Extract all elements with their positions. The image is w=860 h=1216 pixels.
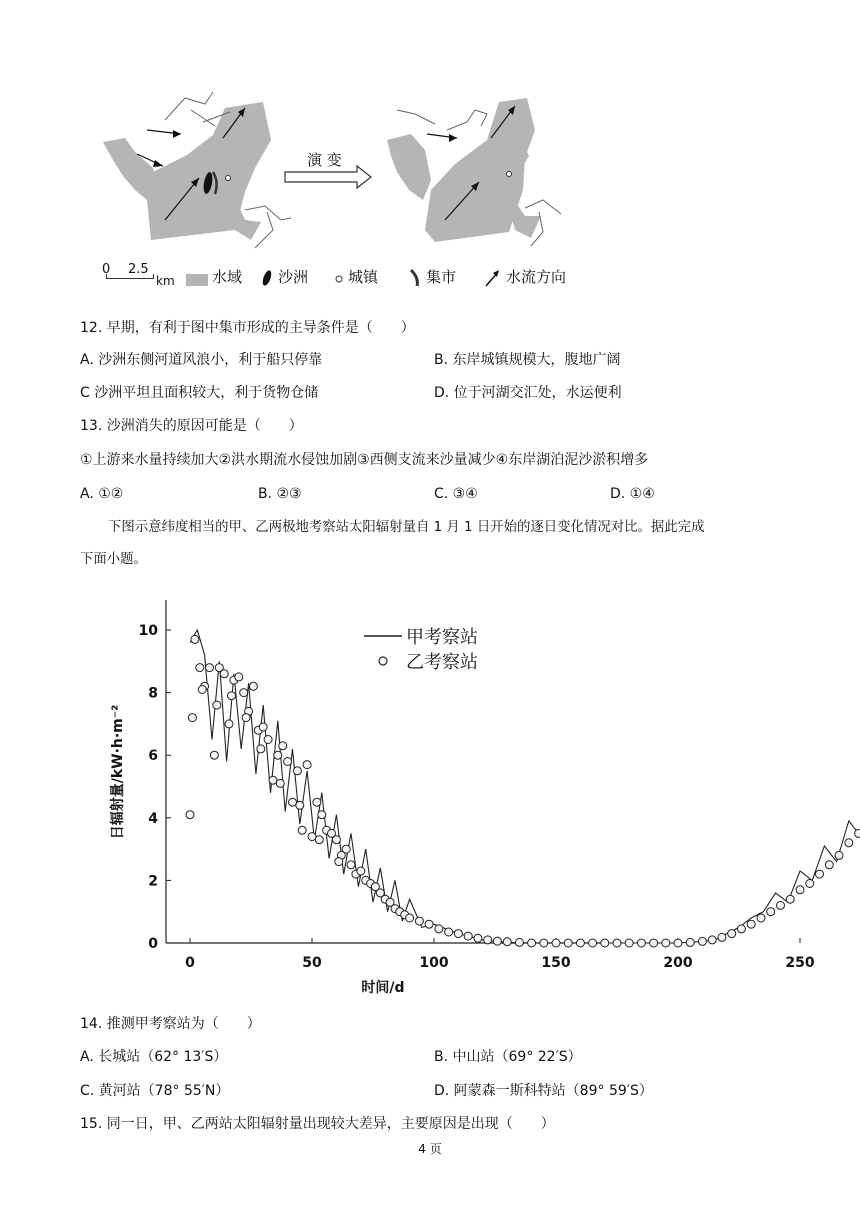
x-tick-label: 150 (541, 955, 571, 971)
series-yi-point (235, 673, 243, 681)
series-yi-point (777, 901, 785, 909)
scale-zero: 0 (102, 262, 111, 277)
q13-stem: 13. 沙洲消失的原因可能是（ ） (80, 418, 303, 434)
series-yi-point (484, 936, 492, 944)
series-yi-point (464, 932, 472, 940)
series-yi-point (196, 664, 204, 672)
y-tick-label: 0 (148, 936, 158, 952)
scale-unit: km (156, 274, 175, 288)
series-yi-point (718, 933, 726, 941)
series-yi-point (454, 930, 462, 938)
series-yi-point (188, 714, 196, 722)
series-yi-point (747, 920, 755, 928)
series-yi-point (335, 858, 343, 866)
intro-line-1: 下图示意纬度相当的甲、乙两极地考察站太阳辐射量自 1 月 1 日开始的逐日变化情况对比。据此完成 (108, 520, 705, 535)
page-number: 4 页 (418, 1142, 442, 1156)
legend-town: 城镇 (348, 268, 379, 286)
series-yi-point (515, 938, 523, 946)
series-yi-point (213, 701, 221, 709)
y-tick-label: 10 (138, 623, 158, 639)
q14-stem: 14. 推测甲考察站为（ ） (80, 1016, 261, 1032)
series-yi-point (186, 811, 194, 819)
series-yi-point (728, 930, 736, 938)
q14-option-d[interactable]: D. 阿蒙森一斯科特站（89° 59′S） (434, 1083, 653, 1099)
series-yi-point (613, 939, 621, 947)
flow-arrowhead-3 (173, 130, 181, 138)
series-yi-point (503, 938, 511, 946)
series-jia-line (190, 630, 860, 943)
map-legend (98, 262, 618, 292)
series-yi-point (806, 880, 814, 888)
series-yi-point (686, 938, 694, 946)
series-yi-point (296, 801, 304, 809)
q13-option-a[interactable]: A. ①② (80, 486, 124, 502)
series-yi-point (552, 939, 560, 947)
series-yi-point (357, 867, 365, 875)
legend-jia: 甲考察站 (406, 627, 478, 648)
legend-water: 水域 (212, 268, 243, 286)
q14-option-a[interactable]: A. 长城站（62° 13′S） (80, 1049, 228, 1065)
series-yi-point (332, 836, 340, 844)
radiation-chart (100, 590, 815, 1010)
q14-option-b[interactable]: B. 中山站（69° 22′S） (434, 1049, 582, 1065)
y-tick-label: 4 (148, 810, 158, 827)
series-yi-point (540, 939, 548, 947)
legend-yi: 乙考察站 (406, 652, 478, 673)
series-yi-point (228, 692, 236, 700)
series-yi-point (796, 886, 804, 894)
series-yi-point (191, 635, 199, 643)
series-yi-point (493, 937, 501, 945)
series-yi-point (242, 714, 250, 722)
series-yi-point (298, 826, 306, 834)
series-jia (190, 630, 860, 943)
series-yi-point (786, 895, 794, 903)
series-yi-point (637, 939, 645, 947)
series-yi-point (564, 939, 572, 947)
series-yi-point (698, 937, 706, 945)
series-yi-point (269, 776, 277, 784)
series-yi-point (303, 761, 311, 769)
series-yi-point (318, 811, 326, 819)
series-yi-point (425, 920, 433, 928)
series-yi-point (708, 936, 716, 944)
west-lake-after (387, 134, 431, 200)
legend-market: 集市 (426, 268, 457, 286)
x-tick-label: 0 (185, 955, 195, 971)
series-yi-point (576, 939, 584, 947)
series-yi-point (276, 779, 284, 787)
series-yi-point (308, 833, 316, 841)
series-yi-point (445, 928, 453, 936)
series-yi-point (225, 720, 233, 728)
q13-option-d[interactable]: D. ①④ (610, 486, 655, 502)
flow-arrowhead-4 (153, 160, 163, 167)
town-before (226, 176, 231, 181)
scale-value: 2.5 (128, 262, 149, 277)
y-tick-label: 2 (148, 873, 158, 890)
x-tick-label: 50 (302, 955, 322, 971)
evolve-label: 演 变 (307, 151, 342, 169)
axis-ticks (139, 623, 860, 971)
series-yi-point (662, 939, 670, 947)
legend-marker-swatch (379, 657, 387, 665)
series-yi-point (274, 751, 282, 759)
x-tick-label: 100 (419, 955, 449, 971)
series-yi-point (845, 839, 853, 847)
market-symbol (408, 268, 422, 288)
east-lake-before (229, 136, 265, 240)
town-symbol (334, 274, 344, 284)
series-yi-point (650, 939, 658, 947)
series-yi-point (249, 682, 257, 690)
series-yi-point (737, 925, 745, 933)
y-tick-label: 6 (148, 748, 158, 765)
q13-option-b[interactable]: B. ②③ (258, 486, 302, 502)
series-yi-point (767, 908, 775, 916)
q12-stem: 12. 早期，有利于图中集市形成的主导条件是（ ） (80, 320, 415, 336)
series-yi-point (674, 939, 682, 947)
q12-option-a[interactable]: A. 沙洲东侧河道风浪小，利于船只停靠 (80, 352, 323, 368)
evolve-arrow (285, 166, 371, 188)
series-yi-point (757, 914, 765, 922)
series-yi-point (206, 664, 214, 672)
q13-items: ①上游来水量持续加大②洪水期流水侵蚀加剧③西侧支流来沙量减少④东岸湖泊泥沙淤积增多 (80, 452, 649, 468)
intro-line-2: 下面小题。 (80, 552, 147, 567)
y-tick-label: 8 (148, 685, 158, 702)
q12-option-d[interactable]: D. 位于河湖交汇处，水运便利 (434, 385, 622, 401)
series-yi-point (315, 836, 323, 844)
x-tick-label: 200 (663, 955, 693, 971)
series-yi-point (625, 939, 633, 947)
q12-option-c[interactable]: C 沙洲平坦且面积较大，利于货物仓储 (80, 385, 319, 401)
west-lake-before (103, 138, 157, 200)
series-yi-point (415, 917, 423, 925)
series-yi-point (259, 723, 267, 731)
x-tick-label: 250 (785, 955, 815, 971)
flow-arrowhead-7 (449, 134, 457, 142)
series-yi-point (198, 686, 206, 694)
map-after (387, 98, 561, 246)
series-yi-point (342, 845, 350, 853)
series-yi-point (406, 914, 414, 922)
water-swatch (186, 274, 208, 286)
series-yi-point (279, 742, 287, 750)
q12-option-b[interactable]: B. 东岸城镇规模大，腹地广阔 (434, 352, 621, 368)
q13-option-c[interactable]: C. ③④ (434, 486, 478, 502)
legend-flow: 水流方向 (506, 268, 567, 286)
series-yi-point (589, 939, 597, 947)
series-yi-point (257, 745, 265, 753)
series-yi-point (474, 934, 482, 942)
series-yi-point (289, 798, 297, 806)
map-before (103, 92, 291, 248)
q15-stem: 15. 同一日，甲、乙两站太阳辐射量出现较大差异，主要原因是出现（ ） (80, 1116, 555, 1132)
series-yi-point (816, 870, 824, 878)
q14-option-c[interactable]: C. 黄河站（78° 55′N） (80, 1083, 230, 1099)
series-yi-point (855, 829, 860, 837)
series-yi-point (284, 758, 292, 766)
series-yi-point (347, 861, 355, 869)
legend-sandbar: 沙洲 (278, 268, 309, 286)
evolution-map (95, 80, 615, 265)
flow-symbol (484, 268, 502, 288)
town-after (507, 172, 512, 177)
series-yi-point (825, 861, 833, 869)
series-yi-point (240, 689, 248, 697)
x-axis-title: 时间/d (361, 980, 405, 996)
scale-bar (106, 274, 154, 279)
series-yi-point (220, 670, 228, 678)
series-yi-point (293, 767, 301, 775)
series-yi-point (835, 851, 843, 859)
y-axis-title: 日辐射量/kW·h·m⁻² (110, 704, 126, 840)
series-yi-point (313, 798, 321, 806)
series-yi-point (528, 939, 536, 947)
series-yi-point (601, 939, 609, 947)
series-yi-point (210, 751, 218, 759)
series-yi-point (264, 736, 272, 744)
sandbar-symbol (260, 268, 274, 288)
series-yi-point (435, 925, 443, 933)
